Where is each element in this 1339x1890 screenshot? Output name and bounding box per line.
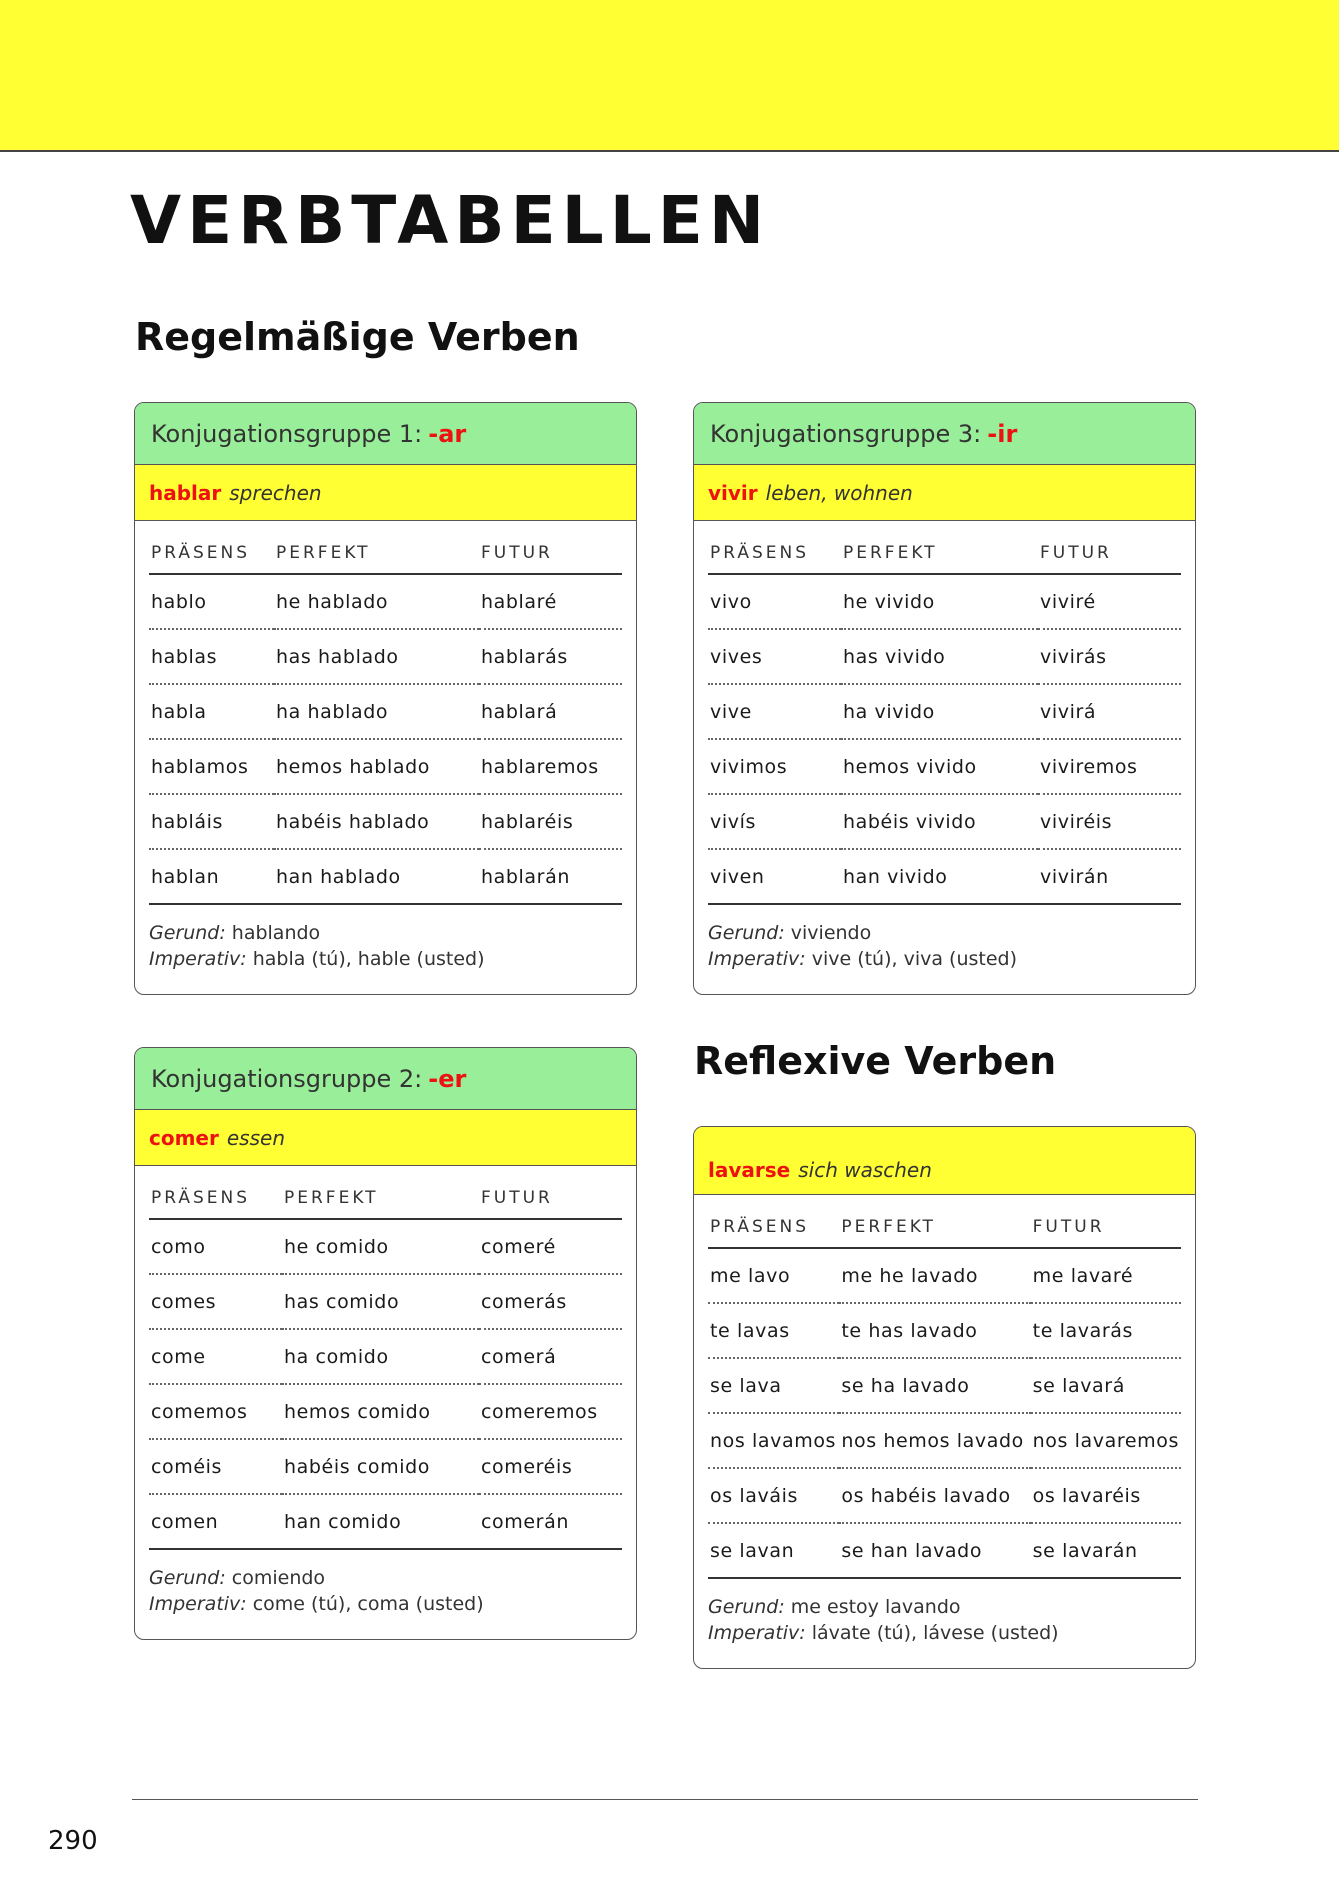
table-cell: hablará bbox=[479, 684, 622, 739]
table-row bbox=[708, 739, 1181, 794]
imperative-value: habla (tú), hable (usted) bbox=[252, 947, 485, 970]
conjugation-table bbox=[708, 539, 1181, 905]
conjugation-card-ar bbox=[134, 402, 637, 995]
conjugation-card-er bbox=[134, 1047, 637, 1640]
table-row bbox=[149, 684, 622, 739]
gerund-line bbox=[149, 921, 622, 947]
translation: essen bbox=[226, 1125, 285, 1150]
gerund-label: Gerund: bbox=[708, 1596, 785, 1618]
table-cell: coméis bbox=[149, 1439, 282, 1494]
infinitive: vivir bbox=[708, 480, 758, 505]
translation: sprechen bbox=[229, 480, 322, 505]
table-row bbox=[708, 1413, 1181, 1468]
table-header-row bbox=[708, 1213, 1181, 1248]
table-row bbox=[708, 849, 1181, 904]
table-row bbox=[708, 629, 1181, 684]
table-cell: habla bbox=[149, 684, 274, 739]
table-cell: han hablado bbox=[274, 849, 479, 904]
gerund-value: comiendo bbox=[231, 1567, 326, 1589]
table-cell: he comido bbox=[282, 1219, 479, 1274]
table-cell: hemos comido bbox=[282, 1384, 479, 1439]
table-row bbox=[149, 794, 622, 849]
verb-band bbox=[694, 465, 1195, 521]
table-row bbox=[149, 1384, 622, 1439]
table-cell: te lavas bbox=[708, 1303, 839, 1358]
infinitive: hablar bbox=[149, 480, 222, 505]
gerund-line bbox=[708, 921, 1181, 947]
table-cell: comeremos bbox=[479, 1384, 622, 1439]
gerund-value: hablando bbox=[231, 922, 321, 944]
table-row bbox=[149, 1219, 622, 1274]
column-header-future: FUTUR bbox=[1038, 539, 1181, 574]
imperative-label: Imperativ: bbox=[708, 947, 806, 970]
gerund-line bbox=[708, 1595, 1181, 1621]
table-cell: habéis vivido bbox=[841, 794, 1038, 849]
group-label: Konjugationsgruppe 2: bbox=[151, 1064, 423, 1093]
column-header-perfect: PERFEKT bbox=[841, 539, 1038, 574]
table-cell: han vivido bbox=[841, 849, 1038, 904]
table-row bbox=[708, 1468, 1181, 1523]
usage-notes bbox=[149, 1566, 622, 1617]
table-cell: me he lavado bbox=[839, 1248, 1030, 1303]
verb-ending: -ir bbox=[987, 419, 1018, 448]
imperative-value: come (tú), coma (usted) bbox=[252, 1592, 484, 1615]
table-cell: comerás bbox=[479, 1274, 622, 1329]
imperative-label: Imperativ: bbox=[708, 1621, 806, 1644]
table-cell: te has lavado bbox=[839, 1303, 1030, 1358]
table-cell: he vivido bbox=[841, 574, 1038, 629]
table-row bbox=[149, 574, 622, 629]
table-cell: hablaré bbox=[479, 574, 622, 629]
table-row bbox=[149, 629, 622, 684]
translation: sich waschen bbox=[798, 1158, 932, 1182]
table-cell: hemos vivido bbox=[841, 739, 1038, 794]
table-cell: nos lavaremos bbox=[1031, 1413, 1181, 1468]
card-body bbox=[135, 521, 636, 994]
usage-notes bbox=[708, 921, 1181, 972]
table-cell: hablo bbox=[149, 574, 274, 629]
gerund-value: me estoy lavando bbox=[790, 1596, 961, 1618]
table-row bbox=[149, 739, 622, 794]
table-cell: comes bbox=[149, 1274, 282, 1329]
verb-ending: -er bbox=[428, 1064, 467, 1093]
table-cell: hablas bbox=[149, 629, 274, 684]
table-cell: has hablado bbox=[274, 629, 479, 684]
gerund-value: viviendo bbox=[790, 922, 872, 944]
column-header-future: FUTUR bbox=[479, 539, 622, 574]
table-cell: os habéis lavado bbox=[839, 1468, 1030, 1523]
table-header-row bbox=[708, 539, 1181, 574]
table-row bbox=[708, 794, 1181, 849]
table-cell: se ha lavado bbox=[839, 1358, 1030, 1413]
column-header-future: FUTUR bbox=[1031, 1213, 1181, 1248]
table-cell: comen bbox=[149, 1494, 282, 1549]
table-cell: como bbox=[149, 1219, 282, 1274]
table-cell: comeré bbox=[479, 1219, 622, 1274]
table-cell: hablarás bbox=[479, 629, 622, 684]
verb-band bbox=[135, 1110, 636, 1166]
imperative-line bbox=[708, 1621, 1181, 1647]
table-row bbox=[708, 1248, 1181, 1303]
table-cell: habláis bbox=[149, 794, 274, 849]
table-cell: he hablado bbox=[274, 574, 479, 629]
table-cell: vivirás bbox=[1038, 629, 1181, 684]
table-cell: hablarán bbox=[479, 849, 622, 904]
column-header-perfect: PERFEKT bbox=[282, 1184, 479, 1219]
column-header-present: PRÄSENS bbox=[708, 1213, 839, 1248]
table-cell: viven bbox=[708, 849, 841, 904]
card-header bbox=[135, 403, 636, 465]
table-row bbox=[708, 1523, 1181, 1578]
card-body bbox=[135, 1166, 636, 1639]
column-header-present: PRÄSENS bbox=[149, 539, 274, 574]
gerund-label: Gerund: bbox=[149, 1567, 226, 1589]
card-header bbox=[135, 1048, 636, 1110]
table-cell: comeréis bbox=[479, 1439, 622, 1494]
table-cell: come bbox=[149, 1329, 282, 1384]
table-cell: comerán bbox=[479, 1494, 622, 1549]
table-header-row bbox=[149, 539, 622, 574]
page-number: 290 bbox=[48, 1826, 98, 1856]
gerund-line bbox=[149, 1566, 622, 1592]
gerund-label: Gerund: bbox=[149, 922, 226, 944]
table-cell: se han lavado bbox=[839, 1523, 1030, 1578]
table-cell: se lavan bbox=[708, 1523, 839, 1578]
table-cell: has comido bbox=[282, 1274, 479, 1329]
table-cell: viviremos bbox=[1038, 739, 1181, 794]
table-cell: nos lavamos bbox=[708, 1413, 839, 1468]
usage-notes bbox=[708, 1595, 1181, 1646]
table-cell: nos hemos lavado bbox=[839, 1413, 1030, 1468]
verb-band bbox=[135, 465, 636, 521]
imperative-label: Imperativ: bbox=[149, 947, 247, 970]
verb-band bbox=[694, 1127, 1195, 1195]
card-header bbox=[694, 403, 1195, 465]
table-cell: ha comido bbox=[282, 1329, 479, 1384]
group-label: Konjugationsgruppe 3: bbox=[710, 419, 982, 448]
table-cell: vivimos bbox=[708, 739, 841, 794]
table-cell: vivís bbox=[708, 794, 841, 849]
table-row bbox=[149, 849, 622, 904]
section-heading-reflexive: Reflexive Verben bbox=[694, 1039, 1057, 1083]
conjugation-table bbox=[149, 539, 622, 905]
conjugation-card-reflexive bbox=[693, 1126, 1196, 1669]
table-cell: vivirán bbox=[1038, 849, 1181, 904]
column-header-future: FUTUR bbox=[479, 1184, 622, 1219]
table-cell: comemos bbox=[149, 1384, 282, 1439]
table-cell: se lava bbox=[708, 1358, 839, 1413]
table-cell: habéis hablado bbox=[274, 794, 479, 849]
gerund-label: Gerund: bbox=[708, 922, 785, 944]
column-header-present: PRÄSENS bbox=[149, 1184, 282, 1219]
table-cell: has vivido bbox=[841, 629, 1038, 684]
table-cell: comerá bbox=[479, 1329, 622, 1384]
table-cell: viviré bbox=[1038, 574, 1181, 629]
page-title: VERBTABELLEN bbox=[130, 182, 771, 259]
table-header-row bbox=[149, 1184, 622, 1219]
table-row bbox=[149, 1274, 622, 1329]
table-row bbox=[149, 1329, 622, 1384]
conjugation-table bbox=[708, 1213, 1181, 1579]
group-label: Konjugationsgruppe 1: bbox=[151, 419, 423, 448]
table-cell: se lavará bbox=[1031, 1358, 1181, 1413]
table-cell: os laváis bbox=[708, 1468, 839, 1523]
column-header-present: PRÄSENS bbox=[708, 539, 841, 574]
conjugation-table bbox=[149, 1184, 622, 1550]
table-row bbox=[149, 1494, 622, 1549]
table-row bbox=[708, 1303, 1181, 1358]
table-cell: vivo bbox=[708, 574, 841, 629]
table-cell: os lavaréis bbox=[1031, 1468, 1181, 1523]
imperative-line bbox=[149, 1592, 622, 1618]
usage-notes bbox=[149, 921, 622, 972]
table-cell: vive bbox=[708, 684, 841, 739]
table-cell: han comido bbox=[282, 1494, 479, 1549]
table-cell: ha hablado bbox=[274, 684, 479, 739]
table-row bbox=[149, 1439, 622, 1494]
table-row bbox=[708, 684, 1181, 739]
table-cell: me lavaré bbox=[1031, 1248, 1181, 1303]
table-cell: me lavo bbox=[708, 1248, 839, 1303]
table-cell: te lavarás bbox=[1031, 1303, 1181, 1358]
table-cell: vivirá bbox=[1038, 684, 1181, 739]
infinitive: lavarse bbox=[708, 1158, 791, 1182]
table-cell: vives bbox=[708, 629, 841, 684]
imperative-line bbox=[708, 947, 1181, 973]
conjugation-card-ir bbox=[693, 402, 1196, 995]
translation: leben, wohnen bbox=[765, 480, 913, 505]
column-header-perfect: PERFEKT bbox=[274, 539, 479, 574]
table-cell: hablaremos bbox=[479, 739, 622, 794]
verb-ending: -ar bbox=[428, 419, 467, 448]
section-heading-regular: Regelmäßige Verben bbox=[135, 315, 580, 359]
table-cell: ha vivido bbox=[841, 684, 1038, 739]
infinitive: comer bbox=[149, 1125, 219, 1150]
card-body bbox=[694, 1195, 1195, 1668]
imperative-label: Imperativ: bbox=[149, 1592, 247, 1615]
imperative-value: lávate (tú), lávese (usted) bbox=[811, 1621, 1059, 1644]
table-cell: hablaréis bbox=[479, 794, 622, 849]
imperative-value: vive (tú), viva (usted) bbox=[811, 947, 1018, 970]
imperative-line bbox=[149, 947, 622, 973]
table-cell: se lavarán bbox=[1031, 1523, 1181, 1578]
table-cell: viviréis bbox=[1038, 794, 1181, 849]
table-cell: hemos hablado bbox=[274, 739, 479, 794]
table-cell: hablan bbox=[149, 849, 274, 904]
table-row bbox=[708, 1358, 1181, 1413]
top-color-band bbox=[0, 0, 1339, 152]
footer-divider bbox=[132, 1799, 1198, 1800]
column-header-perfect: PERFEKT bbox=[839, 1213, 1030, 1248]
table-row bbox=[708, 574, 1181, 629]
card-body bbox=[694, 521, 1195, 994]
table-cell: hablamos bbox=[149, 739, 274, 794]
table-cell: habéis comido bbox=[282, 1439, 479, 1494]
